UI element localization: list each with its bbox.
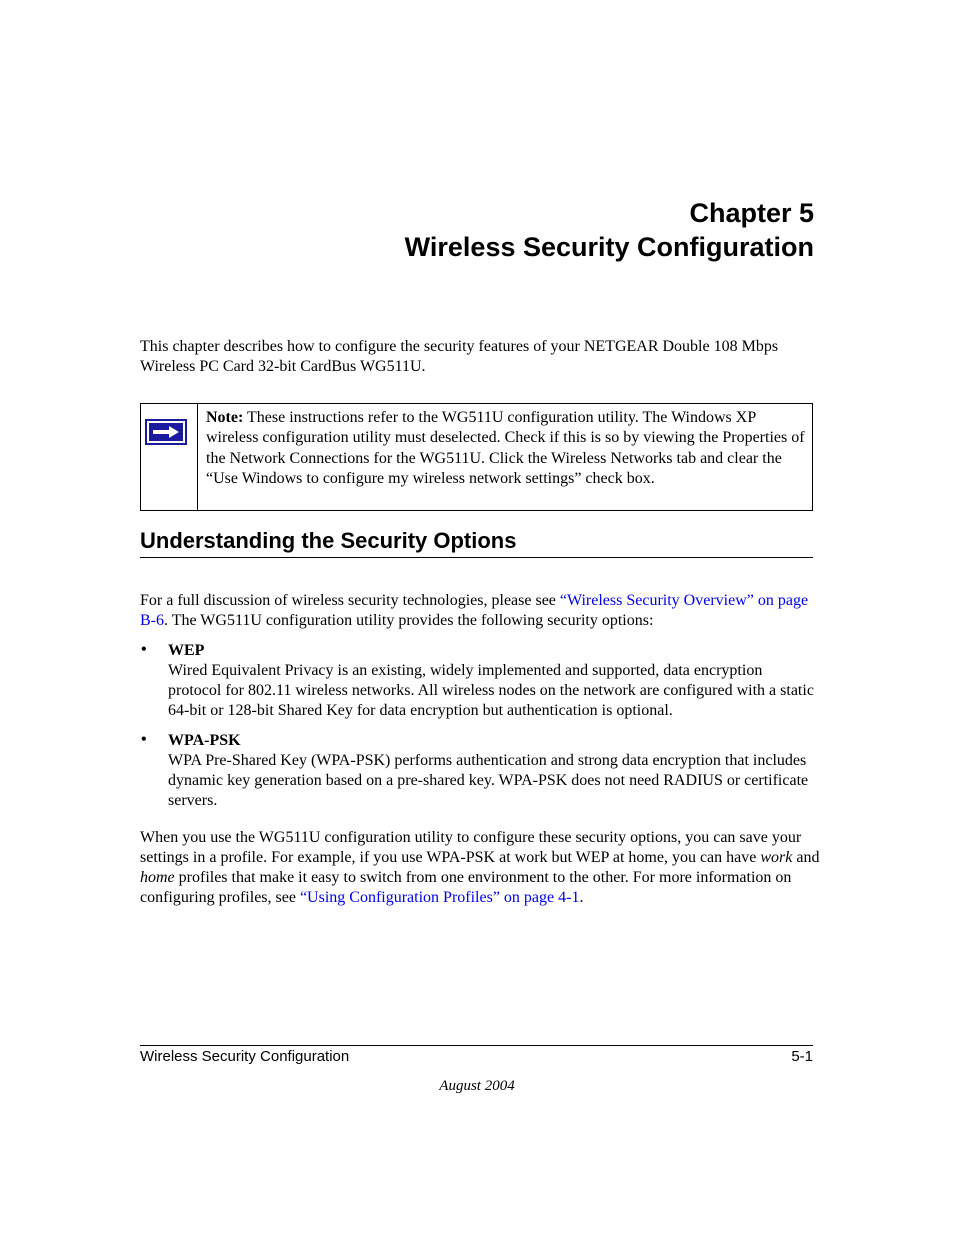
para1-text-before: For a full discussion of wireless security technologies, please see bbox=[140, 592, 560, 609]
using-configuration-profiles-link[interactable]: “Using Configuration Profiles” on page 4-1 bbox=[299, 889, 580, 906]
page-number: 5-1 bbox=[791, 1048, 813, 1065]
section-paragraph-2 bbox=[140, 828, 820, 908]
para2-text-a: When you use the WG511U configuration utility to configure these security options, you can save your settings in a profile. For example, if you use WPA-PSK at work but WEP at home, you can have bbox=[140, 829, 802, 866]
intro-paragraph: This chapter describes how to configure the security features of your NETGEAR Double 108 Mbps Wireless PC Card 32-bit CardBus WG511U. bbox=[140, 338, 779, 375]
bullet-mark-wep: • bbox=[141, 641, 147, 658]
footer-title: Wireless Security Configuration bbox=[140, 1048, 350, 1065]
bullet-mark-wpa-psk: • bbox=[141, 731, 147, 748]
bullet-item-wpa-psk bbox=[168, 731, 818, 811]
footer-rule bbox=[140, 1045, 813, 1046]
chapter-label: Chapter 5 bbox=[689, 198, 814, 228]
chapter-name: Wireless Security Configuration bbox=[404, 232, 814, 262]
arrow-right-icon bbox=[145, 419, 187, 445]
wireless-security-overview-link[interactable]: “Wireless Security Overview” on page B-6 bbox=[140, 592, 809, 629]
para2-text-d: . bbox=[579, 889, 584, 906]
note-body: These instructions refer to the WG511U configuration utility. The Windows XP wireless configuration utility must deselected. Check if this is so by viewing the Properties of the Network Connections for the WG511U. Click the Wireless Networks tab and clear the “Use Windows to configure my wireless network settings” check box. bbox=[206, 409, 805, 487]
section-heading: Understanding the Security Options bbox=[140, 527, 813, 558]
bullet-item-wep bbox=[168, 641, 818, 721]
chapter-title bbox=[405, 196, 814, 264]
note-box bbox=[140, 403, 813, 511]
para2-text-b: and bbox=[792, 849, 820, 866]
para1-text-after: . The WG511U configuration utility provides the following security options: bbox=[164, 612, 654, 629]
para2-emphasis-work: work bbox=[760, 849, 793, 866]
bullet-text-wpa-psk: WPA Pre-Shared Key (WPA-PSK) performs authentication and strong data encryption that includes dynamic key generation based on a pre-shared key. WPA-PSK does not need RADIUS or certificate servers. bbox=[168, 752, 809, 809]
note-text bbox=[206, 408, 806, 489]
para2-emphasis-home: home bbox=[140, 869, 175, 886]
footer-date: August 2004 bbox=[439, 1078, 515, 1094]
section-paragraph-1 bbox=[140, 591, 820, 631]
bullet-title-wep: WEP bbox=[168, 642, 205, 659]
bullet-text-wep: Wired Equivalent Privacy is an existing, widely implemented and supported, data encryption protocol for 802.11 wireless networks. All wireless nodes on the network are configured with a static 64-bit or 128-bit Shared Key for data encryption but authentication is optional. bbox=[168, 662, 814, 719]
para2-text-c: profiles that make it easy to switch from one environment to the other. For more information on configuring profiles, see bbox=[140, 869, 792, 906]
note-divider bbox=[197, 404, 198, 510]
bullet-title-wpa-psk: WPA-PSK bbox=[168, 732, 241, 749]
note-label: Note: bbox=[206, 409, 244, 426]
